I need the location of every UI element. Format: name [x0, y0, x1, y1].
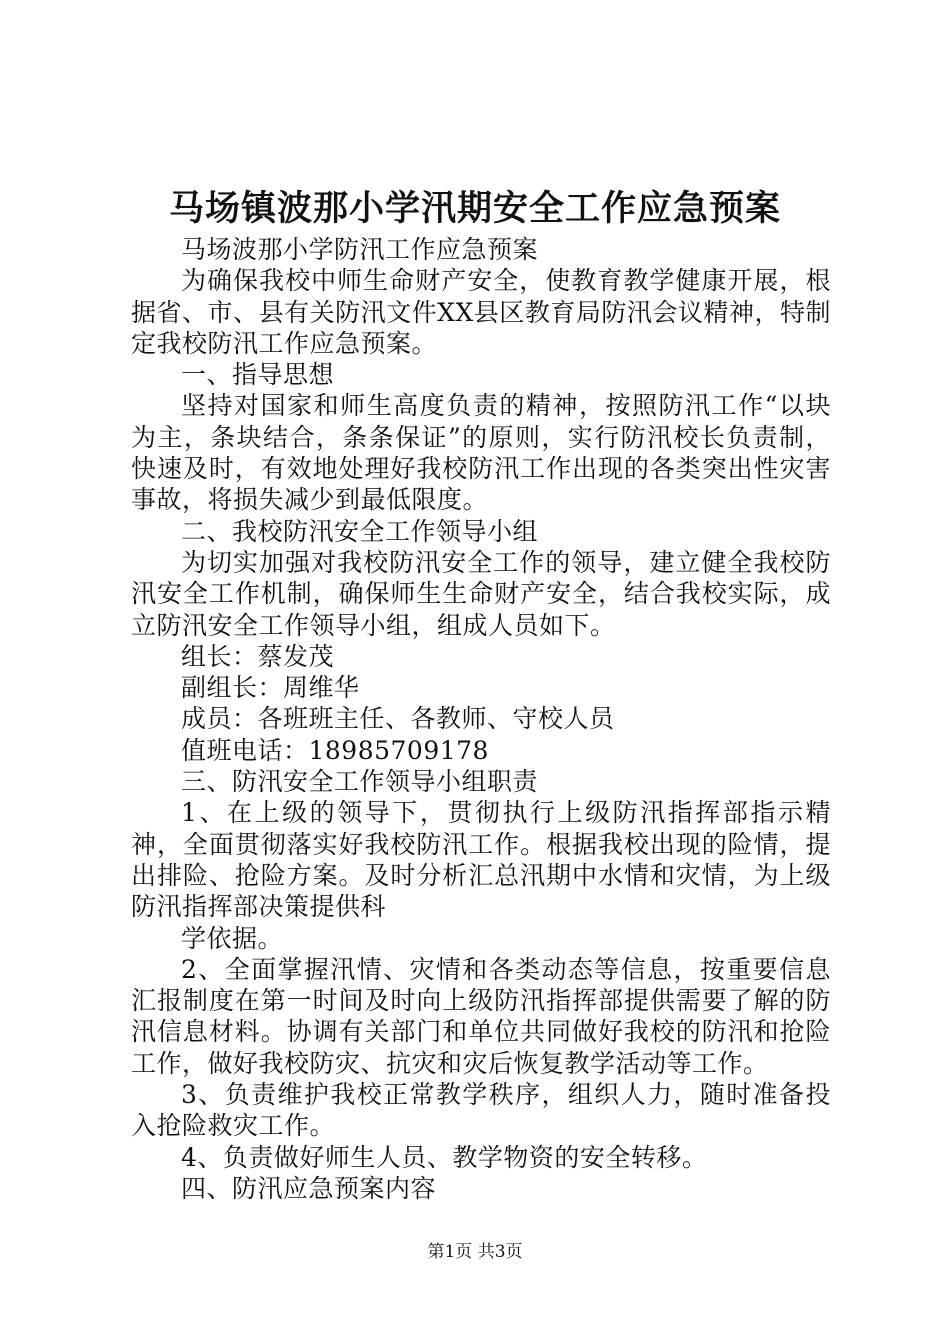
section-heading: 二、我校防汛安全工作领导小组	[181, 516, 539, 546]
paragraph: 3、负责维护我校正常教学秩序，组织人力，随时准备投入抢险救灾工作。	[131, 1080, 831, 1141]
document-title: 马场镇波那小学汛期安全工作应急预案	[168, 188, 781, 229]
paragraph: 4、负责做好师生人员、教学物资的安全转移。	[181, 1142, 708, 1172]
page-footer: 第1页 共3页	[427, 1242, 523, 1262]
paragraph: 马场波那小学防汛工作应急预案	[181, 235, 539, 264]
paragraph: 值班电话：18985709178	[181, 735, 489, 765]
document-body	[131, 234, 831, 1204]
paragraph: 为确保我校中师生命财产安全，使教育教学健康开展，根据省、市、县有关防汛文件XX县区教育局防汛会议精神，特制定我校防汛工作应急预案。	[131, 266, 831, 358]
paragraph: 为切实加强对我校防汛安全工作的领导，建立健全我校防汛安全工作机制，确保师生生命财产安全，结合我校实际，成立防汛安全工作领导小组，组成人员如下。	[131, 547, 831, 640]
paragraph: 1、在上级的领导下，贯彻执行上级防汛指挥部指示精神，全面贯彻落实好我校防汛工作。根据我校出现的险情，提出排险、抢险方案。及时分析汇总汛期中水情和灾情，为上级防汛指挥部决策提供科	[131, 798, 831, 922]
section-heading: 三、防汛安全工作领导小组职责	[181, 767, 539, 797]
paragraph: 2、全面掌握汛情、灾情和各类动态等信息，按重要信息汇报制度在第一时间及时向上级防汛指挥部提供需要了解的防汛信息材料。协调有关部门和单位共同做好我校的防汛和抢险工作，做好我校防灾、抗灾和灾后恢复教学活动等工作。	[131, 954, 831, 1078]
paragraph: 组长：蔡发茂	[181, 641, 335, 671]
section-heading: 一、指导思想	[181, 360, 335, 390]
paragraph: 成员：各班班主任、各教师、守校人员	[181, 704, 615, 734]
section-heading: 四、防汛应急预案内容	[181, 1173, 437, 1203]
paragraph: 坚持对国家和师生高度负责的精神，按照防汛工作“以块为主，条块结合，条条保证”的原则，实行防汛校长负责制，快速及时，有效地处理好我校防汛工作出现的各类突出性灾害事故，将损失减少到最低限度。	[131, 391, 831, 515]
paragraph: 学依据。	[181, 923, 284, 953]
paragraph: 副组长：周维华	[181, 673, 360, 703]
